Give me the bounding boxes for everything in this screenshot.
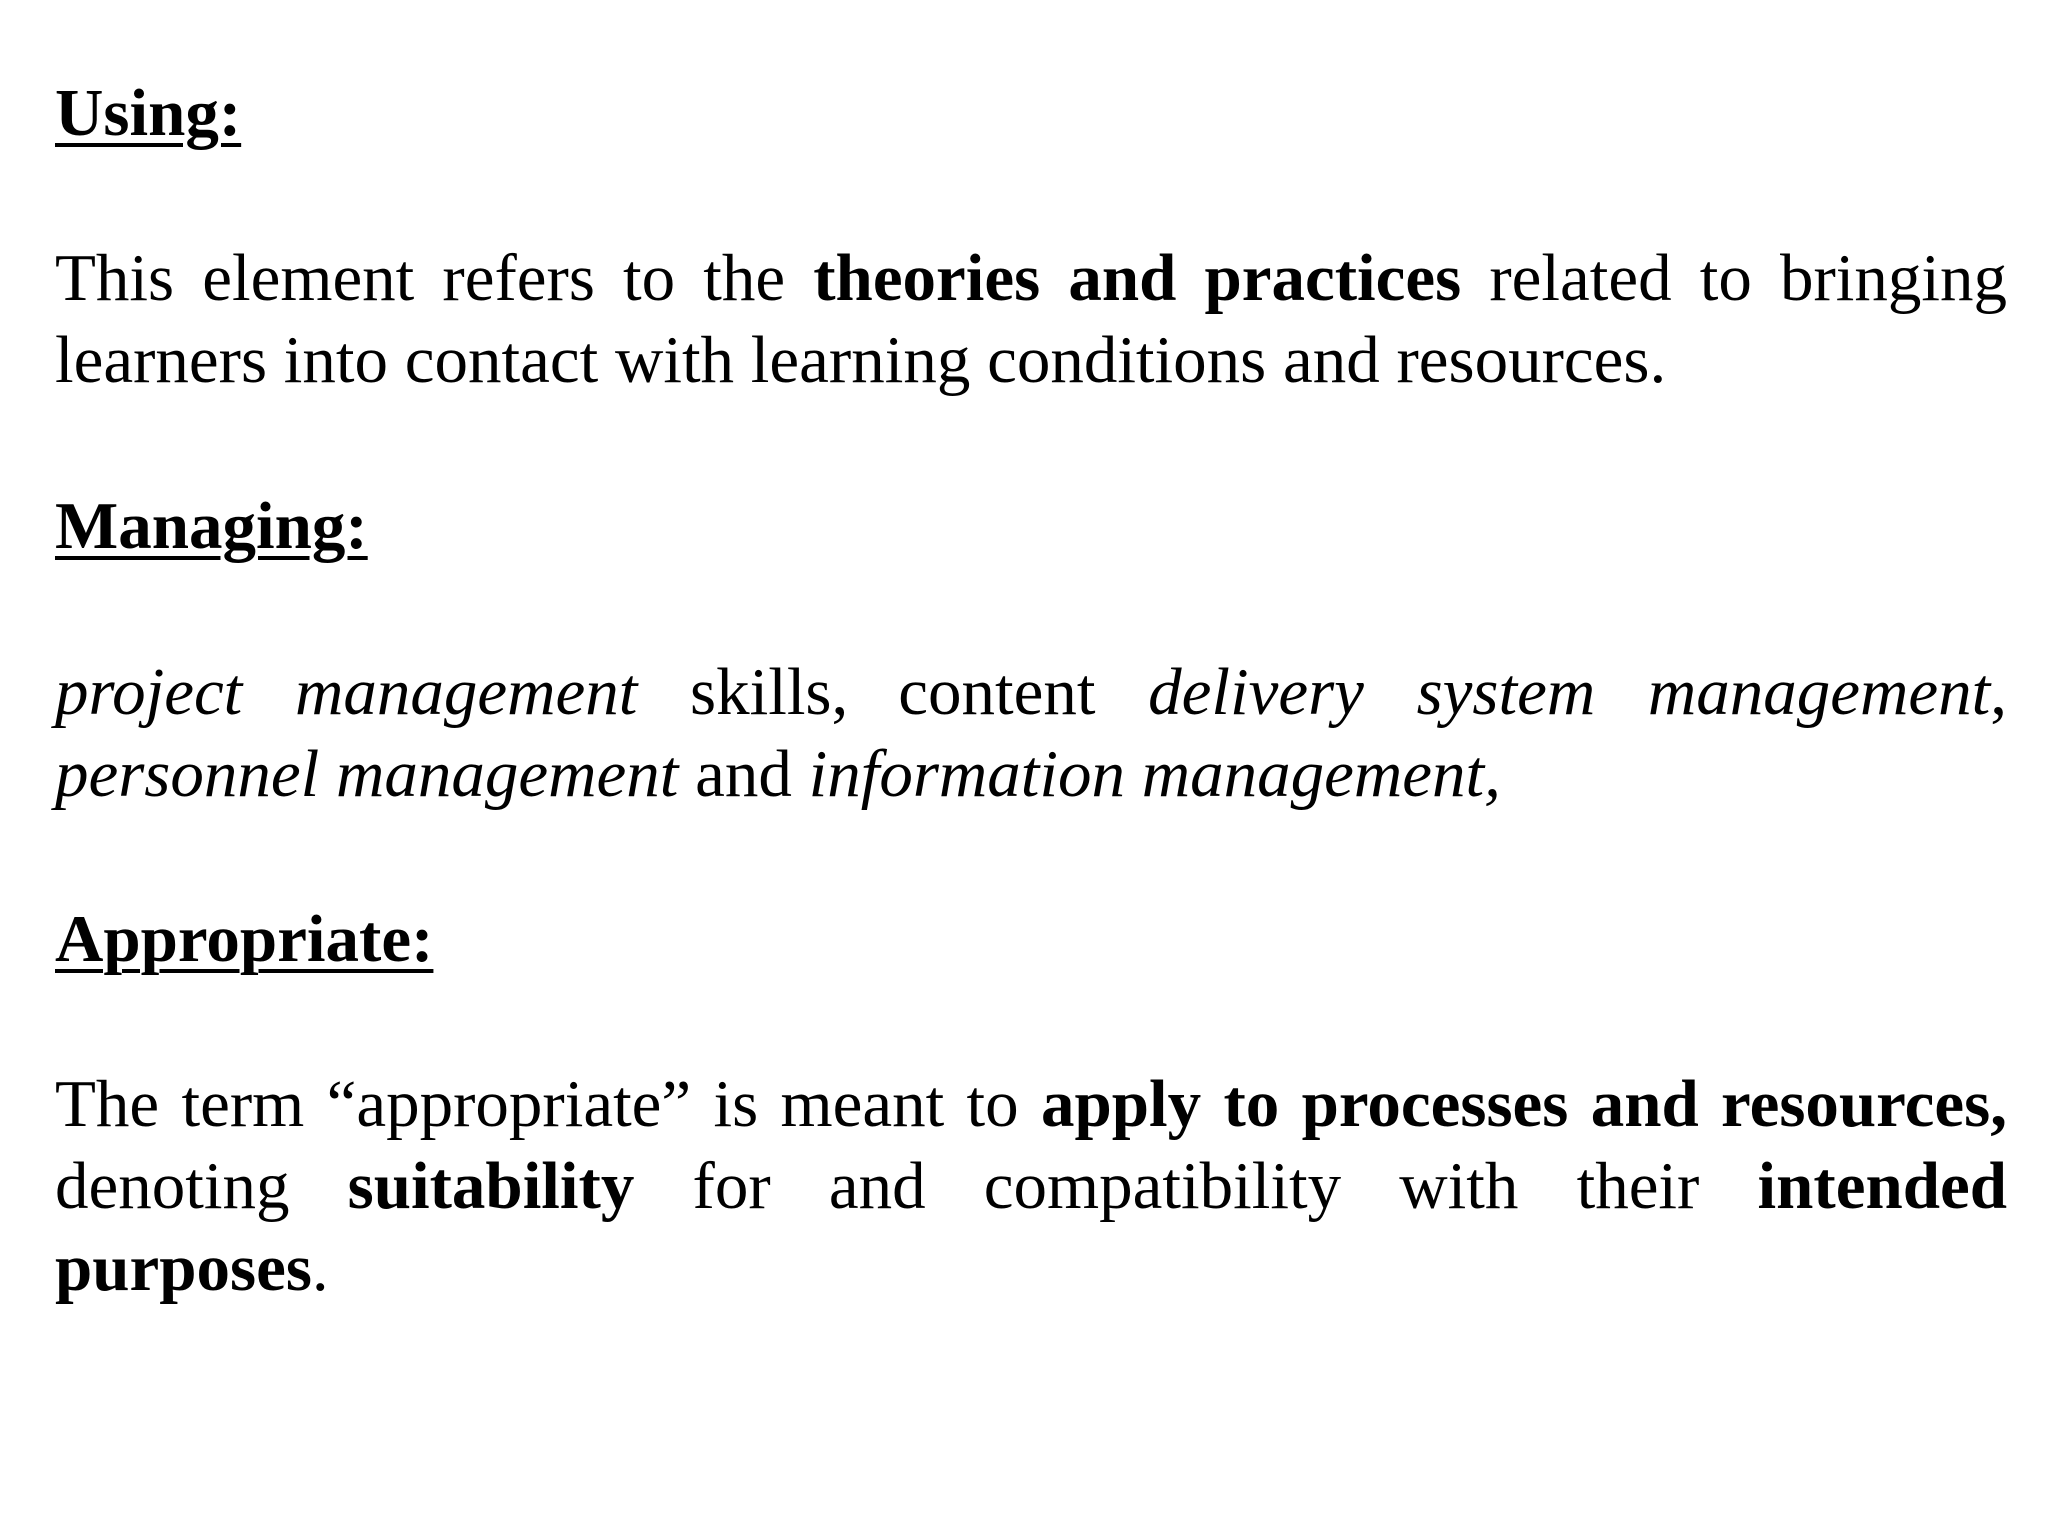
text-run: denoting <box>55 1149 348 1223</box>
bold-phrase-theories-and-practices: theories and practices <box>813 241 1462 315</box>
text-run: for and compatibility with their <box>634 1149 1758 1223</box>
bold-phrase-suitability: suitability <box>347 1149 635 1223</box>
heading-managing: Managing: <box>55 489 368 563</box>
text-run: , <box>1990 655 2007 729</box>
text-run: skills, <box>637 655 849 729</box>
paragraph-using <box>55 237 2007 401</box>
italic-delivery-system-management: delivery system management <box>1148 655 1991 729</box>
italic-information-management: information management, <box>808 737 1501 811</box>
text-run: content <box>898 655 1149 729</box>
heading-using: Using: <box>55 76 242 150</box>
bold-phrase-apply-to-processes: apply to processes and resources, <box>1041 1067 2007 1141</box>
text-run: The term “appropriate” is meant to <box>55 1067 1042 1141</box>
text-run: This element refers to the <box>55 241 814 315</box>
paragraph-managing <box>55 651 2007 815</box>
italic-personnel-management: personnel management <box>55 737 679 811</box>
text-run: related to bringing learners into contact with learning conditions and resources. <box>55 241 2007 397</box>
text-run: and <box>678 737 809 811</box>
heading-appropriate: Appropriate: <box>55 902 434 976</box>
bold-phrase-intended-purposes: intended purposes <box>55 1149 2007 1305</box>
italic-project-management: project management <box>55 655 638 729</box>
text-run: . <box>311 1231 329 1305</box>
paragraph-appropriate <box>55 1063 2007 1309</box>
